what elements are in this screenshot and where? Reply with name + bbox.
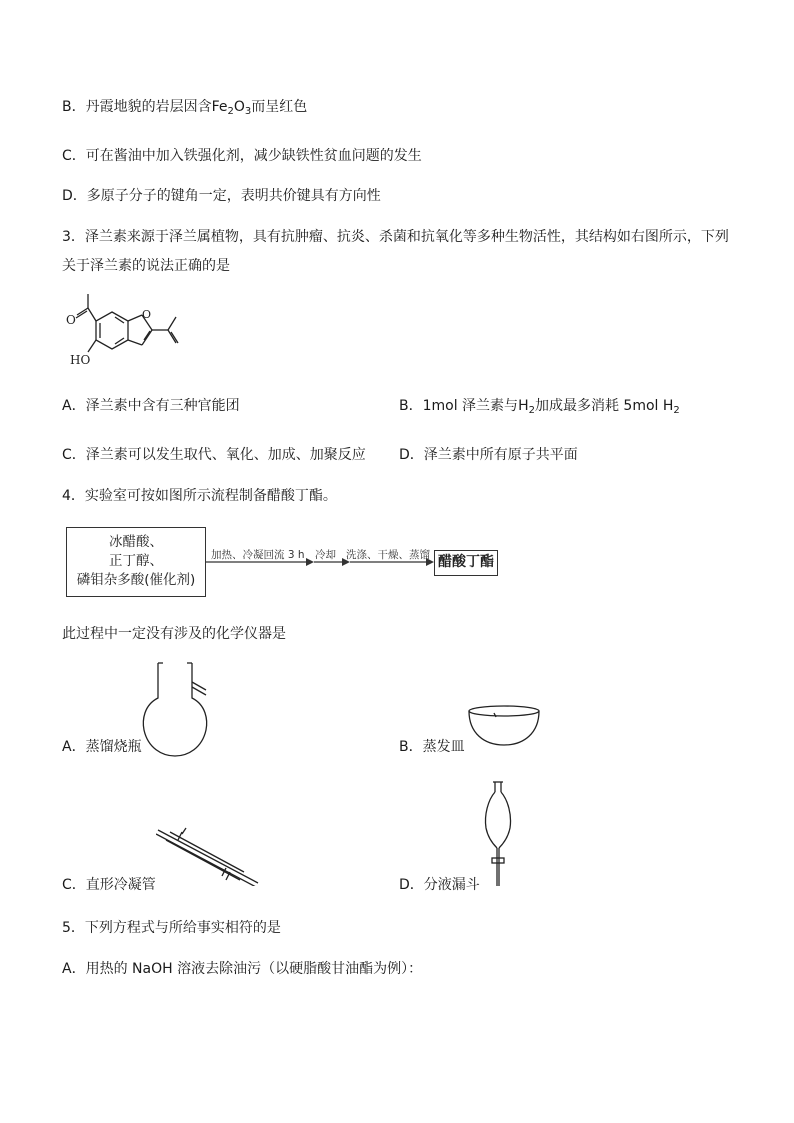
separatory-funnel-icon xyxy=(480,780,516,890)
formula-h: H xyxy=(662,398,674,414)
formula-sub: 2 xyxy=(528,405,535,416)
q3-stem-line2: 关于泽兰素的说法正确的是 xyxy=(62,258,230,274)
q4-option-a: A．蒸馏烧瓶 xyxy=(62,739,142,755)
flow-step-heat-reflux: 加热、冷凝回流 3 h xyxy=(211,549,305,561)
formula-fe: Fe xyxy=(211,99,228,115)
zelanin-structure xyxy=(60,290,240,380)
structure-label-o: O xyxy=(66,313,76,327)
q4-option-d: D．分液漏斗 xyxy=(399,877,480,893)
q2-option-b xyxy=(62,97,307,122)
reactant-2: 正丁醇、 xyxy=(109,553,163,569)
formula-sub: 3 xyxy=(244,106,252,117)
q5-option-a: A．用热的 NaOH 溶液去除油污（以硬脂酸甘油酯为例）： xyxy=(62,961,423,977)
formula-h: H xyxy=(518,398,529,414)
reactant-1: 冰醋酸、 xyxy=(109,534,163,550)
q3-option-a: A．泽兰素中含有三种官能团 xyxy=(62,398,240,414)
product-box: 醋酸丁酯 xyxy=(434,550,498,576)
q2-option-d: D．多原子分子的键角一定，表明共价键具有方向性 xyxy=(62,188,381,204)
q4-question: 此过程中一定没有涉及的化学仪器是 xyxy=(62,626,286,642)
q2-option-b-suffix: 而呈红色 xyxy=(251,99,308,115)
q5-stem: 5．下列方程式与所给事实相符的是 xyxy=(62,920,281,936)
reactant-3: 磷钼杂多酸(催化剂) xyxy=(76,572,196,588)
q3-option-b xyxy=(399,396,680,421)
q3-option-c: C．泽兰素可以发生取代、氧化、加成、加聚反应 xyxy=(62,447,366,463)
q3-option-b-mid: 加成最多消耗 5mol xyxy=(534,398,663,414)
q2-option-c: C．可在酱油中加入铁强化剂，减少缺铁性贫血问题的发生 xyxy=(62,148,422,164)
flow-step-cool: 冷却 xyxy=(315,549,336,561)
flow-step-wash-dry-distill: 洗涤、干燥、蒸馏 xyxy=(346,549,430,561)
q4-stem: 4．实验室可按如图所示流程制备醋酸丁酯。 xyxy=(62,488,337,504)
structure-label-ho: HO xyxy=(70,353,91,367)
formula-sub: 2 xyxy=(227,106,234,117)
reactants-box xyxy=(66,527,206,597)
q4-option-c: C．直形冷凝管 xyxy=(62,877,156,893)
formula-sub: 2 xyxy=(673,405,680,416)
q3-option-b-text: B．1mol 泽兰素与 xyxy=(399,398,519,414)
q3-option-d: D．泽兰素中所有原子共平面 xyxy=(399,447,578,463)
straight-condenser-icon xyxy=(156,826,260,886)
formula-o: O xyxy=(233,99,245,115)
q4-option-b: B．蒸发皿 xyxy=(399,739,465,755)
q2-option-b-text: B．丹霞地貌的岩层因含 xyxy=(62,99,212,115)
evaporating-dish-icon xyxy=(466,703,542,749)
structure-label-ring-o: O xyxy=(142,308,152,321)
q3-stem-line1: 3．泽兰素来源于泽兰属植物，具有抗肿瘤、抗炎、杀菌和抗氧化等多种生物活性，其结构如右图所示，下列 xyxy=(62,229,729,245)
distilling-flask-icon xyxy=(140,660,210,760)
